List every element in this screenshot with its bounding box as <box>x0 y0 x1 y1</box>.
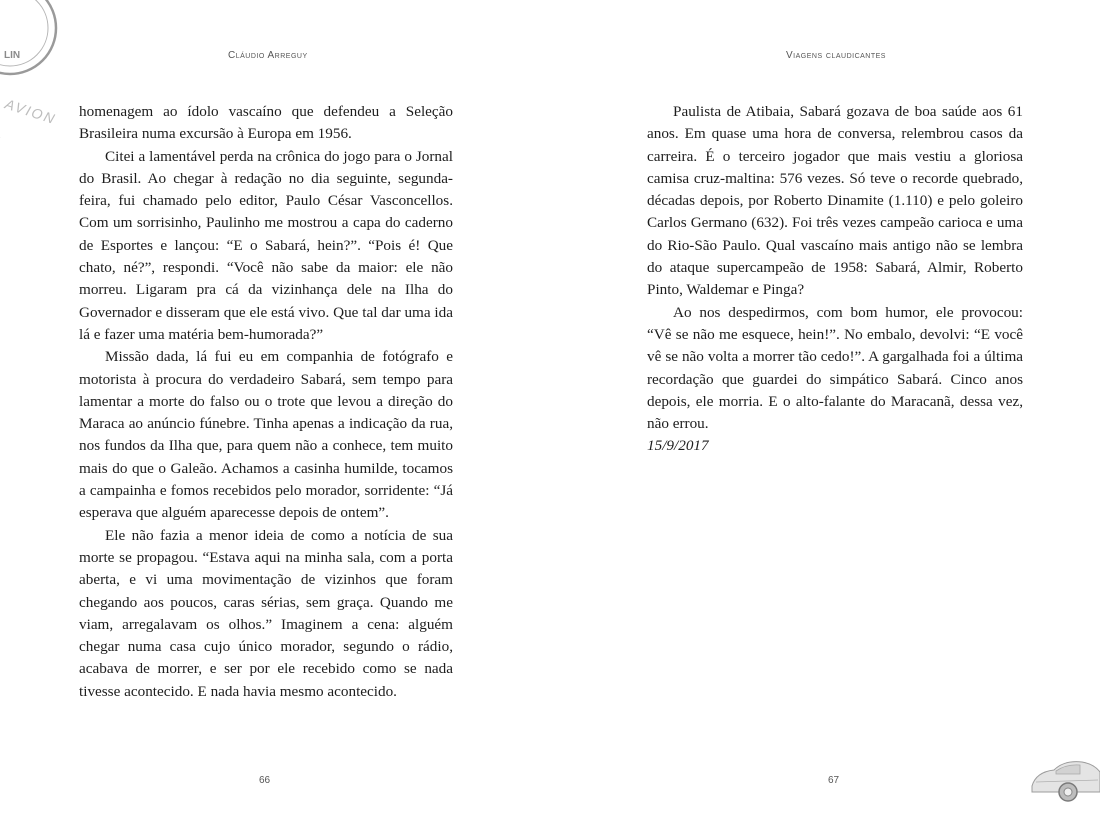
paragraph: Missão dada, lá fui eu em companhia de fotógrafo e motorista à procura do verdadeiro Sabará, sem tempo para lamentar a morte do falso ou o trote que levou a direção do Maraca ao anúncio fúnebre. Tinha apenas a indicação da rua, nos fundos da Ilha que, para quem não a conhece, tem muito mais do que o Galeão. Achamos a casinha humilde, tocamos a campainha e fomos recebidos pelo morador, sorridente: “Já esperava que alguém aparecesse depois de ontem”. <box>79 348 453 522</box>
svg-text:LIN: LIN <box>4 50 21 61</box>
page-number-right: 67 <box>828 775 840 786</box>
right-body-text <box>647 101 1023 458</box>
svg-text:AVION: AVION <box>3 95 59 128</box>
left-body-text <box>79 101 453 703</box>
page-number-left: 66 <box>259 775 271 786</box>
paragraph: homenagem ao ídolo vascaíno que defendeu a Seleção Brasileira numa excursão à Europa em 1956. <box>79 103 453 143</box>
paragraph: Ao nos despedirmos, com bom humor, ele provocou: “Vê se não me esquece, hein!”. No embalo, devolvi: “E você vê se não volta a morrer tão cedo!”. A gargalhada foi a última recordação que guardei do simpático Sabará. Cinco anos depois, ele morria. E o alto-falante do Maracanã, dessa vez, não errou. <box>647 303 1023 433</box>
paragraph: Ele não fazia a menor ideia de como a notícia de sua morte se propagou. “Estava aqui na minha sala, com a porta aberta, e vi uma movimentação de vizinhos que foram chegando aos poucos, caras sérias, sem graça. Quando me viam, arregalavam os olhos.” Imaginem a cena: alguém chegar numa casa cujo único morador, segundo o rádio, acabava de morrer, e ser por ele recebido como se nada tivesse acontecido. E nada havia mesmo acontecido. <box>79 526 453 700</box>
right-page <box>550 0 1100 825</box>
vintage-car-icon <box>1030 752 1100 802</box>
date-line: 15/9/2017 <box>647 437 709 455</box>
paragraph: Paulista de Atibaia, Sabará gozava de boa saúde aos 61 anos. Em quase uma hora de conversa, relembrou casos da carreira. É o terceiro jogador que mais vestiu a gloriosa camisa cruz-maltina: 576 vezes. Só teve o recorde quebrado, décadas depois, por Roberto Dinamite (1.110) e pelo goleiro Carlos Germano (632). Foi três vezes campeão carioca e uma do Rio-São Paulo. Qual vascaíno mais antigo não se lembra do ataque supercampeão de 1958: Sabará, Almir, Roberto Pinto, Waldemar e Pinga? <box>647 103 1023 299</box>
paragraph: Citei a lamentável perda na crônica do jogo para o Jornal do Brasil. Ao chegar à redação no dia seguinte, segunda-feira, fui chamado pelo editor, Paulo César Vasconcellos. Com um sorrisinho, Paulinho me mostrou a capa do caderno de Esportes e lançou: “E o Sabará, hein?”. “Pois é! Que chato, né?”, respondi. “Você não sabe da maior: ele não morreu. Ligaram pra cá da vizinhança dele na Ilha do Governador e disseram que ele está vivo. Que tal dar uma ida lá e fazer uma matéria bem-humorada?” <box>79 147 453 343</box>
running-head-title: Viagens claudicantes <box>786 50 886 61</box>
running-head-author: Cláudio Arreguy <box>228 50 308 61</box>
